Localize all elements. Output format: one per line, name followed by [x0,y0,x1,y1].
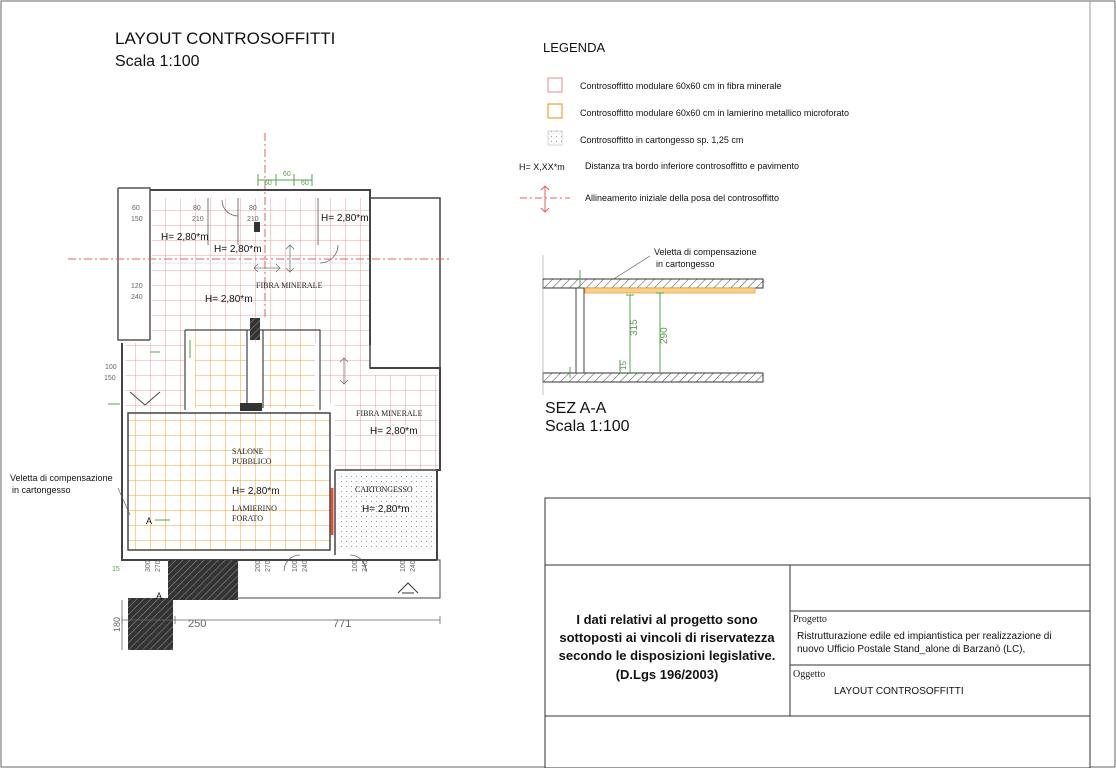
dim: 60 [283,171,291,178]
dim: 100 [105,364,117,371]
section-scale: Scala 1:100 [545,418,630,435]
floor-plan [10,133,450,650]
room-label: FIBRA MINERALE [356,409,423,418]
privacy-text: I dati relativi al progetto sono [576,612,758,627]
privacy-text: secondo le disposizioni legislative. [558,648,776,663]
legend-label-fibra: Controsoffitto modulare 60x60 cm in fibra minerale [580,81,782,91]
dim: 15 [619,361,628,370]
oggetto-label: Oggetto [793,669,826,680]
title-block [545,498,1090,768]
dim: 315 [629,319,640,336]
height-label: H= 2,80*m [362,504,410,515]
section-mark: A [156,591,163,601]
dim: 250 [188,618,207,630]
legend-label-lamierino: Controsoffitto modulare 60x60 cm in lamierino metallico microforato [580,108,849,118]
height-label: H= 2,80*m [232,486,280,497]
room-label: LAMIERINO [232,504,277,513]
drawing-scale: Scala 1:100 [115,53,200,70]
dim: 100 [400,560,407,572]
entrance-arrow-icon [398,583,418,593]
dim: 290 [659,327,670,344]
dim: 200 [255,560,262,572]
dim: 210 [247,216,259,223]
dim: 60 [132,205,140,212]
dim: 240 [302,560,309,572]
section-callout: Veletta di compensazione [654,247,757,257]
dim: 771 [333,618,352,630]
legend-height-symbol: H= X,XX*m [519,162,565,172]
dim: 210 [192,216,204,223]
room-label: PUBBLICO [232,457,272,466]
height-label: H= 2,80*m [205,294,253,305]
progetto-value: nuovo Ufficio Postale Stand_alone di Barzanò (LC), [797,644,1026,655]
dim: 150 [104,375,116,382]
room-label: CARTONGESSO [355,485,413,494]
height-label: H= 2,80*m [161,232,209,243]
privacy-text: (D.Lgs 196/2003) [615,667,719,682]
section-mark: A [146,516,153,526]
room-label: SALONE [232,447,264,456]
dim: 300 [145,560,152,572]
dim: 60 [264,180,272,187]
oggetto-value: LAYOUT CONTROSOFFITTI [834,686,964,697]
dim: 150 [131,216,143,223]
drawing-title: LAYOUT CONTROSOFFITTI [115,29,336,48]
dim: 80 [249,205,257,212]
callout-veletta: Veletta di compensazione [10,473,113,483]
privacy-text: sottoposti ai vincoli di riservatezza [559,630,775,645]
legend-cross-icon [520,186,570,212]
legend-label-alignment: Allineamento iniziale della posa del controsoffitto [585,193,779,203]
dim: 240 [362,560,369,572]
dim: 15 [112,566,120,573]
callout-veletta: in cartongesso [12,485,71,495]
dim: 100 [352,560,359,572]
dim: 180 [112,616,122,632]
height-label: H= 2,80*m [321,213,369,224]
area-fibra-left [125,343,185,413]
dim: 120 [131,283,143,290]
section-aa [543,247,763,435]
dim: 240 [131,294,143,301]
dim: 80 [193,205,201,212]
legend-swatch-cartongesso [548,131,562,145]
legend-swatch-lamierino [548,104,562,118]
dim: 60 [301,180,309,187]
progetto-label: Progetto [793,614,827,625]
room-label: FORATO [232,514,263,523]
height-label: H= 2,80*m [370,426,418,437]
dim: 100 [292,560,299,572]
legend-label-height: Distanza tra bordo inferiore controsoffitto e pavimento [585,161,799,171]
stair-hatch [168,560,238,600]
height-label: H= 2,80*m [214,244,262,255]
dim: 240 [410,560,417,572]
legend-label-cartongesso: Controsoffitto in cartongesso sp. 1,25 cm [580,135,744,145]
area-lamierino [128,413,330,550]
room-label: FIBRA MINERALE [256,281,323,290]
progetto-value: Ristrutturazione edile ed impiantistica per realizzazione di [797,631,1052,642]
legend-swatch-fibra [548,78,562,92]
section-callout: in cartongesso [656,259,715,269]
legend-heading: LEGENDA [543,40,606,55]
dim: 270 [265,560,272,572]
legend [519,40,849,212]
dim: 270 [155,560,162,572]
section-title: SEZ A-A [545,400,607,417]
area-fibra-right [335,375,438,470]
